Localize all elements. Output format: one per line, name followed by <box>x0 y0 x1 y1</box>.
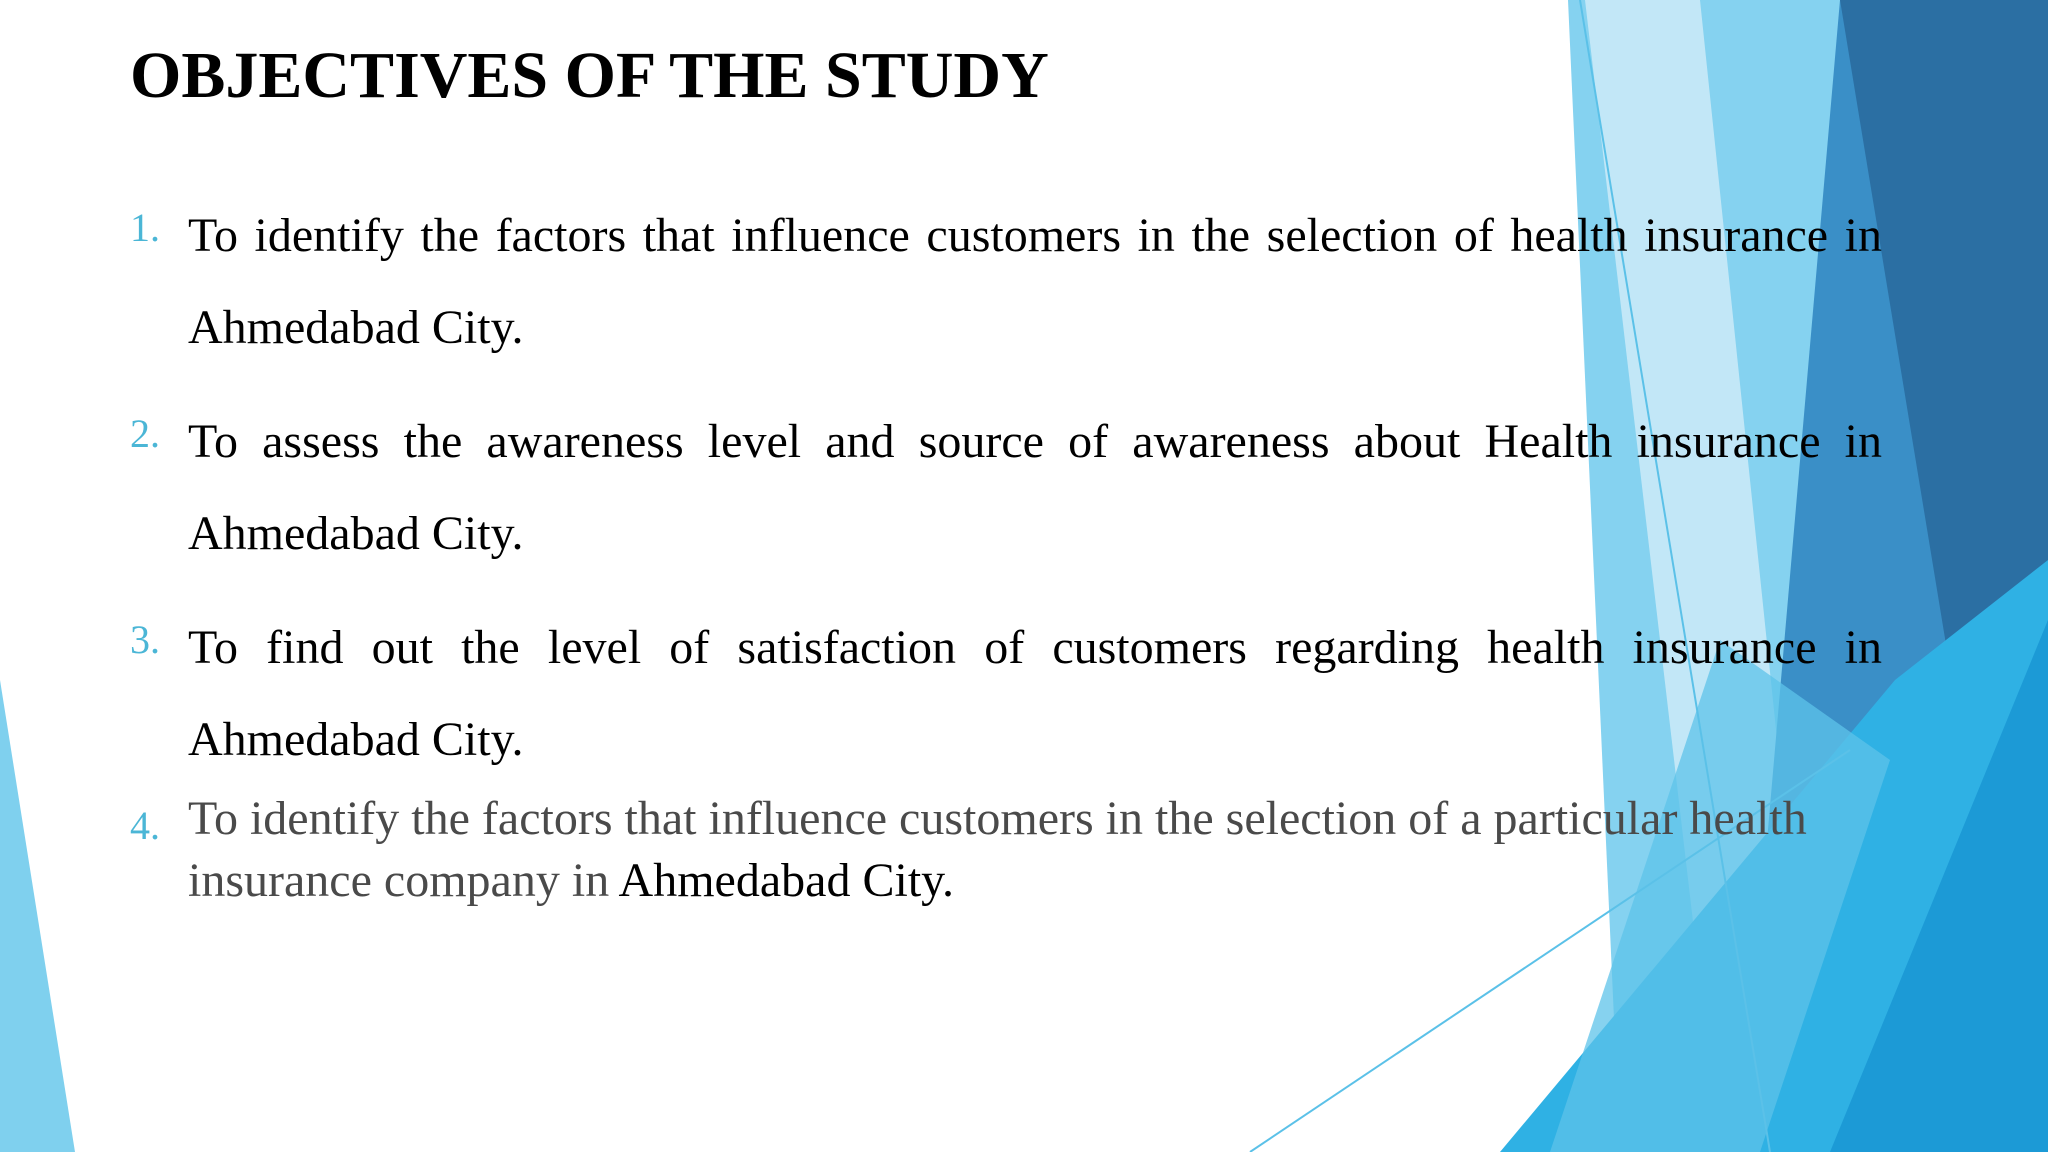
objective-number: 4. <box>130 803 160 848</box>
objective-text: To assess the awareness level and source of awareness about Health insurance in Ahmedabad City. <box>188 415 1882 560</box>
objective-number: 1. <box>130 205 160 250</box>
objective-text-city: Ahmedabad City. <box>618 854 955 907</box>
objective-number: 2. <box>130 411 160 456</box>
objective-text: To find out the level of satisfaction of customers regarding health insurance in Ahmedabad City. <box>188 621 1882 766</box>
objective-text-part: To identify the factors that influence customers in the selection of a particular health insurance company in <box>188 792 1807 907</box>
objective-text <box>188 788 1828 912</box>
objective-text: To identify the factors that influence customers in the selection of health insurance in Ahmedabad City. <box>188 209 1882 354</box>
slide-title: OBJECTIVES OF THE STUDY <box>130 39 1049 112</box>
objective-number: 3. <box>130 617 160 662</box>
